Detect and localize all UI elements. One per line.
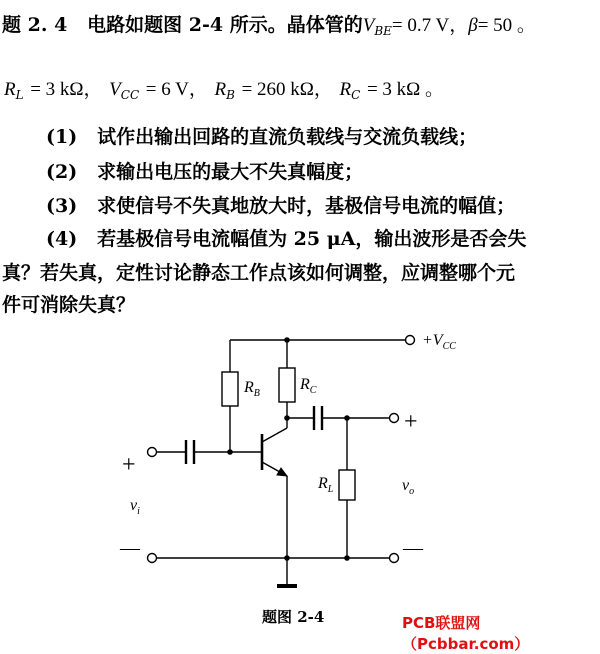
input-ground-terminal <box>148 554 157 563</box>
vi-label: $v_i$ <box>130 497 140 517</box>
emitter-arrow <box>277 468 287 476</box>
input-terminal <box>148 448 157 457</box>
beta-value: = 50 。 <box>477 15 536 36</box>
rl-subscript: L <box>15 88 24 102</box>
junction-dot <box>344 415 350 421</box>
problem-line-1 <box>2 10 536 38</box>
question-text: 求使信号不失真地放大时，基极信号电流的幅值； <box>97 195 516 217</box>
watermark: PCB联盟网（Pcbbar.com） <box>402 614 530 653</box>
circuit-diagram <box>100 318 460 598</box>
rl-label: $R_L$ <box>318 475 334 495</box>
junction-dot <box>227 449 233 455</box>
rl-symbol: R <box>4 79 16 100</box>
question-text: 试作出输出回路的直流负载线与交流负载线； <box>97 126 478 148</box>
rc-subscript: C <box>351 88 361 102</box>
output-terminal <box>390 414 399 423</box>
question-2 <box>46 157 363 184</box>
continuation-text: 真？若失真，定性讨论静态工作点该如何调整，应调整哪个元 <box>2 262 516 284</box>
transistor-collector <box>262 428 287 442</box>
junction-dot <box>284 555 290 561</box>
rc-symbol: R <box>339 79 352 100</box>
junction-dot <box>344 555 350 561</box>
rb-subscript: B <box>226 88 235 102</box>
question-4-continuation-2 <box>2 290 135 317</box>
beta-symbol: β <box>468 15 478 36</box>
rc-label: $R_C$ <box>300 376 317 396</box>
vcc-terminal <box>406 336 415 345</box>
question-number: (4) <box>46 228 78 250</box>
vbe-subscript: BE <box>374 24 392 38</box>
question-3 <box>46 191 515 218</box>
question-number: (2) <box>46 161 78 183</box>
vbe-symbol: V <box>362 15 375 36</box>
rl-resistor <box>339 470 355 500</box>
rb-label: $R_B$ <box>244 379 260 399</box>
input-plus-sign: + <box>122 452 136 478</box>
junction-dot <box>284 415 290 421</box>
question-number: (1) <box>46 126 78 148</box>
vcc-label: $+V_{CC}$ <box>422 332 456 352</box>
rl-value: = 3 kΩ， <box>30 79 103 100</box>
continuation-text: 件可消除失真？ <box>2 294 136 316</box>
question-text: 求输出电压的最大不失真幅度； <box>97 161 364 183</box>
vcc-symbol: V <box>109 79 121 100</box>
vbe-value: = 0.7 V， <box>391 15 469 36</box>
output-ground-terminal <box>390 554 399 563</box>
output-minus-sign: — <box>403 537 423 559</box>
rb-resistor <box>222 372 238 406</box>
rc-resistor <box>279 368 295 402</box>
rc-value: = 3 kΩ 。 <box>366 79 445 100</box>
question-4-continuation-1 <box>2 258 515 285</box>
question-4 <box>46 224 526 251</box>
input-minus-sign: — <box>120 537 140 559</box>
problem-number: 题 2. 4 <box>2 14 68 36</box>
rb-value: = 260 kΩ， <box>241 79 333 100</box>
vo-label: $v_o$ <box>402 477 415 497</box>
output-plus-sign: + <box>404 409 418 435</box>
question-text: 若基极信号电流幅值为 25 μA，输出波形是否会失 <box>97 228 527 250</box>
question-1 <box>46 122 477 149</box>
junction-dot <box>284 337 290 343</box>
question-number: (3) <box>46 195 78 217</box>
figure-caption: 题图 2-4 <box>262 608 325 626</box>
vcc-value: = 6 V， <box>145 79 208 100</box>
vcc-subscript: CC <box>120 88 140 102</box>
problem-intro: 电路如题图 2-4 所示。晶体管的 <box>87 14 363 36</box>
rb-symbol: R <box>214 79 227 100</box>
problem-line-2 <box>4 74 444 102</box>
